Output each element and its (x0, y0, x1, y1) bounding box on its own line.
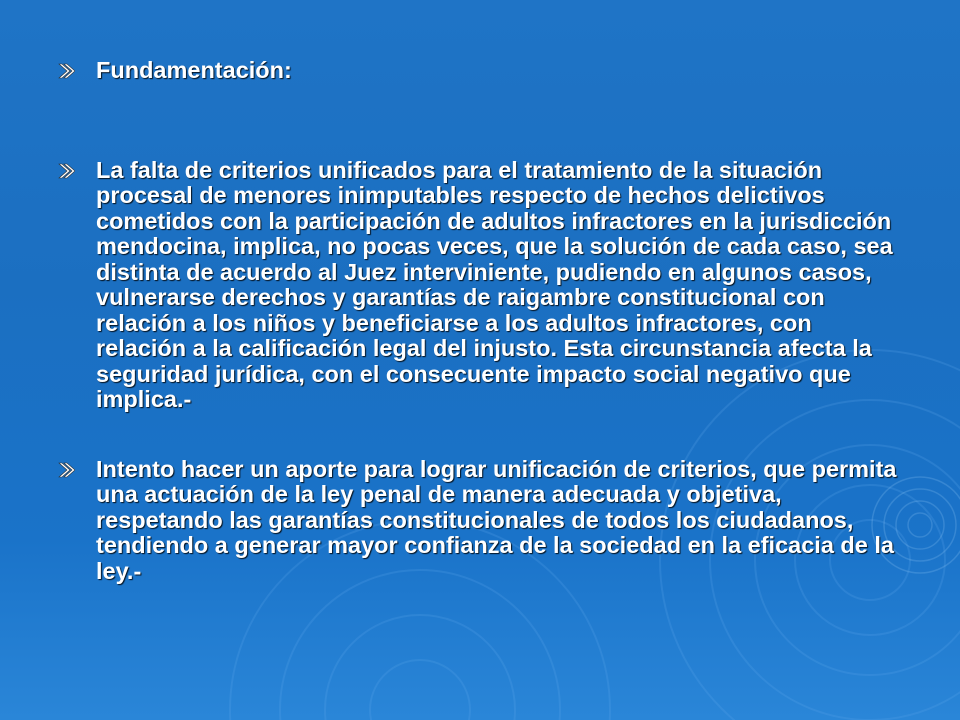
chevron-right-icon (58, 163, 75, 179)
slide-content (58, 58, 908, 584)
slide-heading: Fundamentación: (96, 57, 292, 83)
chevron-right-icon (58, 462, 75, 478)
bullet-item-paragraph (58, 158, 908, 413)
paragraph-text: Intento hacer un aporte para lograr unificación de criterios, que permita una actuación de la ley penal de manera adecuada y objetiva, respetando las garantías constitucionales de todos los ciudadanos, tendiendo a generar mayor confianza de la sociedad en la eficacia de la ley.- (96, 455, 897, 584)
paragraph-text: La falta de criterios unificados para el tratamiento de la situación procesal de menores inimputables respecto de hechos delictivos cometidos con la participación de adultos infractores en la jurisdicción mendocina, implica, no pocas veces, que la solución de cada caso, sea distinta de acuerdo al Juez interviniente, pudiendo en algunos casos, vulnerarse derechos y garantías de raigambre constitucional con relación a los niños y beneficiarse a los adultos infractores, con relación a la calificación legal del injusto. Esta circunstancia afecta la seguridad jurídica, con el consecuente impacto social negativo que implica.- (96, 156, 893, 412)
chevron-right-icon (58, 63, 75, 79)
bullet-item-paragraph (58, 457, 908, 585)
bullet-item-heading (58, 58, 908, 84)
